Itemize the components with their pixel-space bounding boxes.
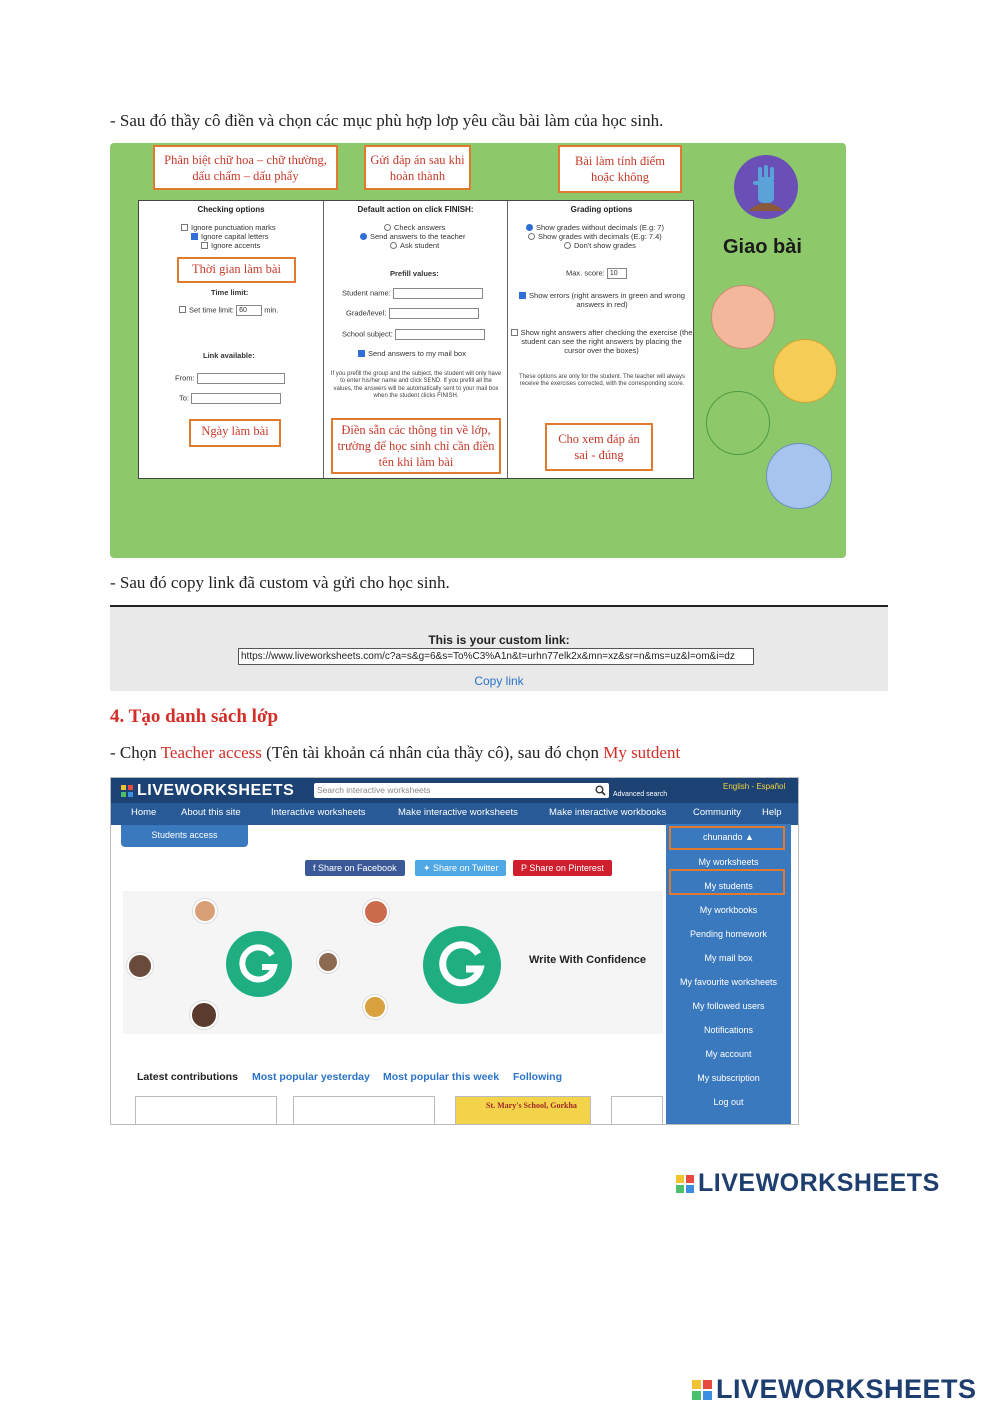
my-student-text: My sutdent [603, 743, 681, 762]
student-name-label: Student name: [342, 288, 391, 298]
grade-label: Grade/level: [346, 308, 387, 318]
dont-show-grades-label: Don't show grades [574, 241, 636, 250]
footer-logo [676, 1169, 940, 1198]
menu-my-subscription[interactable]: My subscription [697, 1073, 760, 1083]
finish-action-title: Default action on click FINISH: [357, 205, 474, 214]
checkbox-checked-icon[interactable] [519, 292, 526, 299]
logo-mark-icon [692, 1380, 712, 1400]
nav-help[interactable]: Help [762, 807, 782, 818]
text-part: - Chọn [110, 743, 161, 762]
menu-log-out[interactable]: Log out [713, 1097, 744, 1107]
assign-side-panel [696, 143, 846, 558]
menu-my-account[interactable]: My account [705, 1049, 752, 1059]
decor-circle [706, 391, 770, 455]
menu-favourite-worksheets[interactable]: My favourite worksheets [679, 977, 778, 987]
nav-home[interactable]: Home [131, 807, 157, 818]
radio-icon[interactable] [564, 242, 571, 249]
note-prefill: Điền sẵn các thông tin về lớp, trường để học sinh chỉ cần điền tên khi làm bài [331, 418, 501, 474]
checking-options-title: Checking options [197, 205, 265, 214]
grade-input[interactable] [389, 308, 479, 319]
worksheet-thumbnail[interactable] [135, 1096, 277, 1125]
subject-input[interactable] [395, 329, 485, 340]
grades-with-decimals-label: Show grades with decimals (E.g: 7.4) [538, 232, 662, 241]
menu-my-students[interactable]: My students [704, 881, 753, 891]
radio-selected-icon[interactable] [526, 224, 533, 231]
ask-student-label: Ask student [400, 241, 440, 250]
worksheet-thumbnail[interactable] [455, 1096, 591, 1125]
page-corner-logo [692, 1374, 977, 1405]
account-dropdown-menu [666, 824, 791, 1125]
custom-link-label: This is your custom link: [428, 633, 570, 647]
time-limit-title: Time limit: [211, 288, 249, 297]
tab-following[interactable]: Following [513, 1071, 562, 1083]
min-label: min. [264, 305, 279, 315]
worksheet-thumbnail[interactable] [611, 1096, 663, 1125]
custom-link-box [110, 605, 888, 691]
grammarly-logo-icon [226, 931, 292, 997]
site-logo-text: LIVEWORKSHEETS [137, 782, 295, 799]
menu-my-workbooks[interactable]: My workbooks [699, 905, 758, 915]
corner-logo-text: LIVEWORKSHEETS [716, 1374, 977, 1404]
checkbox-checked-icon[interactable] [191, 233, 198, 240]
menu-my-mail-box[interactable]: My mail box [704, 953, 753, 963]
share-facebook-label: Share on Facebook [318, 863, 397, 873]
prefill-title: Prefill values: [390, 269, 439, 278]
search-input[interactable] [314, 783, 609, 798]
show-right-label: Show right answers after checking the exercise (the student can see the right answers by placing the cursor over the boxes) [520, 328, 693, 355]
checkbox-icon[interactable] [201, 242, 208, 249]
logo-mark-icon [121, 785, 133, 797]
checkbox-icon[interactable] [181, 224, 188, 231]
radio-icon[interactable] [528, 233, 535, 240]
nav-make-worksheets[interactable]: Make interactive worksheets [398, 807, 518, 818]
share-twitter-button[interactable] [415, 860, 506, 876]
thumbnail-title: St. Mary's School, Gorkha [486, 1101, 577, 1110]
show-errors-option [512, 291, 692, 309]
logo-mark-icon [676, 1175, 694, 1193]
prefill-info: If you prefill the group and the subject, the student will only have to enter his/her name and click SEND. If you prefill all the values, the answers will be automatically sent to your mail box when the student clicks FINISH. [330, 371, 502, 400]
site-logo[interactable] [121, 782, 294, 800]
instruction-text-3 [110, 743, 680, 763]
max-score-label: Max. score: [566, 268, 605, 278]
grading-info: These options are only for the student. The teacher will always receive the exercises corrected, with the corresponding score. [519, 374, 685, 388]
facebook-icon: f [313, 863, 319, 873]
radio-icon[interactable] [390, 242, 397, 249]
teacher-access-text: Teacher access [160, 743, 262, 762]
menu-followed-users[interactable]: My followed users [692, 1001, 765, 1011]
students-access-button[interactable]: Students access [121, 825, 248, 847]
checkbox-icon[interactable] [511, 329, 518, 336]
tab-latest-contributions[interactable]: Latest contributions [137, 1071, 238, 1083]
instruction-text-1: - Sau đó thầy cô điền và chọn các mục phù hợp lơp yêu cầu bài làm của học sinh. [110, 111, 664, 130]
avatar [317, 951, 339, 973]
note-graded: Bài làm tính điểm hoặc không [558, 145, 682, 193]
nav-community[interactable]: Community [693, 807, 742, 818]
instruction-text-2: - Sau đó copy link đã custom và gửi cho học sinh. [110, 573, 450, 592]
section-heading: 4. Tạo danh sách lớp [110, 706, 279, 727]
avatar [193, 899, 217, 923]
site-top-bar [111, 778, 798, 803]
options-panel [138, 200, 694, 479]
to-date-input[interactable] [191, 393, 281, 404]
search-icon[interactable] [595, 785, 606, 796]
send-mail-label: Send answers to my mail box [368, 349, 466, 358]
link-available-title: Link available: [203, 351, 255, 360]
note-date: Ngày làm bài [189, 419, 281, 447]
radio-icon[interactable] [384, 224, 391, 231]
decor-circle [773, 339, 837, 403]
nav-interactive-worksheets[interactable]: Interactive worksheets [271, 807, 366, 818]
ad-headline: Write With Confidence [529, 954, 647, 966]
show-errors-label: Show errors (right answers in green and wrong answers in red) [529, 291, 685, 309]
note-show-answers: Cho xem đáp án sai - đúng [545, 423, 653, 471]
checkbox-checked-icon[interactable] [358, 350, 365, 357]
nav-make-workbooks[interactable]: Make interactive workbooks [549, 807, 667, 818]
copy-link-button[interactable]: Copy link [474, 674, 524, 688]
ignore-punctuation-label: Ignore punctuation marks [191, 223, 276, 232]
checking-options-column [139, 201, 324, 478]
send-answers-label: Send answers to the teacher [370, 232, 466, 241]
note-case-punctuation: Phân biệt chữ hoa – chữ thường, dấu chấm – dấu phẩy [153, 145, 338, 190]
share-pinterest-label: Share on Pinterest [529, 863, 604, 873]
avatar [127, 953, 153, 979]
show-right-option [510, 328, 693, 355]
to-label: To: [179, 393, 190, 403]
menu-pending-homework[interactable]: Pending homework [689, 929, 768, 939]
footer-logo-text: LIVEWORKSHEETS [698, 1169, 940, 1197]
share-pinterest-button[interactable] [513, 860, 612, 876]
ignore-accents-label: Ignore accents [211, 241, 261, 250]
nav-about[interactable]: About this site [181, 807, 241, 818]
radio-selected-icon[interactable] [360, 233, 367, 240]
grading-options-title: Grading options [570, 205, 633, 214]
options-screenshot [110, 143, 846, 558]
share-facebook-button[interactable] [305, 860, 405, 876]
ignore-caps-label: Ignore capital letters [201, 232, 269, 241]
advanced-search-link[interactable]: Advanced search [613, 791, 668, 798]
from-date-input[interactable] [197, 373, 285, 384]
tab-popular-yesterday[interactable]: Most popular yesterday [252, 1071, 370, 1083]
search-placeholder: Search interactive worksheets [317, 785, 431, 795]
max-score-input[interactable]: 10 [607, 268, 627, 279]
worksheet-thumbnail[interactable] [293, 1096, 435, 1125]
text-part: (Tên tài khoản cá nhân của thầy cô), sau đó chọn [261, 743, 604, 762]
avatar [363, 899, 389, 925]
pinterest-icon: P [521, 863, 530, 873]
subject-label: School subject: [342, 329, 393, 339]
tab-popular-week[interactable]: Most popular this week [383, 1071, 500, 1083]
avatar [190, 1001, 218, 1029]
student-name-input[interactable] [393, 288, 483, 299]
assign-title: Giao bài [723, 236, 802, 258]
menu-my-worksheets[interactable]: My worksheets [698, 857, 759, 867]
checkbox-icon[interactable] [179, 306, 186, 313]
ad-banner[interactable] [123, 891, 663, 1034]
from-label: From: [175, 373, 195, 383]
grading-options-column [508, 201, 695, 478]
liveworksheets-screenshot [110, 777, 799, 1125]
finish-action-column [324, 201, 508, 478]
account-toggle[interactable]: chunando ▲ [703, 832, 754, 842]
twitter-icon: ✦ [423, 863, 434, 873]
note-time-limit: Thời gian làm bài [177, 257, 296, 283]
time-limit-input[interactable]: 60 [236, 305, 262, 316]
avatar [363, 995, 387, 1019]
share-twitter-label: Share on Twitter [433, 863, 499, 873]
custom-link-field[interactable]: https://www.liveworksheets.com/c?a=s&g=6&s=To%C3%A1n&t=urhn77elk2x&mn=xz&sr=n&ms=uz&l=om&i=dz [238, 648, 754, 665]
hand-icon [734, 155, 798, 219]
check-answers-label: Check answers [394, 223, 446, 232]
note-send-answers: Gửi đáp án sau khi hoàn thành [364, 145, 471, 190]
decor-circle [766, 443, 832, 509]
set-time-limit-label: Set time limit: [189, 305, 235, 315]
grammarly-logo-icon [423, 926, 501, 1004]
language-switch[interactable]: English - Español [723, 782, 786, 791]
decor-circle [711, 285, 775, 349]
grades-without-decimals-label: Show grades without decimals (E.g: 7) [536, 223, 664, 232]
menu-notifications[interactable]: Notifications [703, 1025, 754, 1035]
